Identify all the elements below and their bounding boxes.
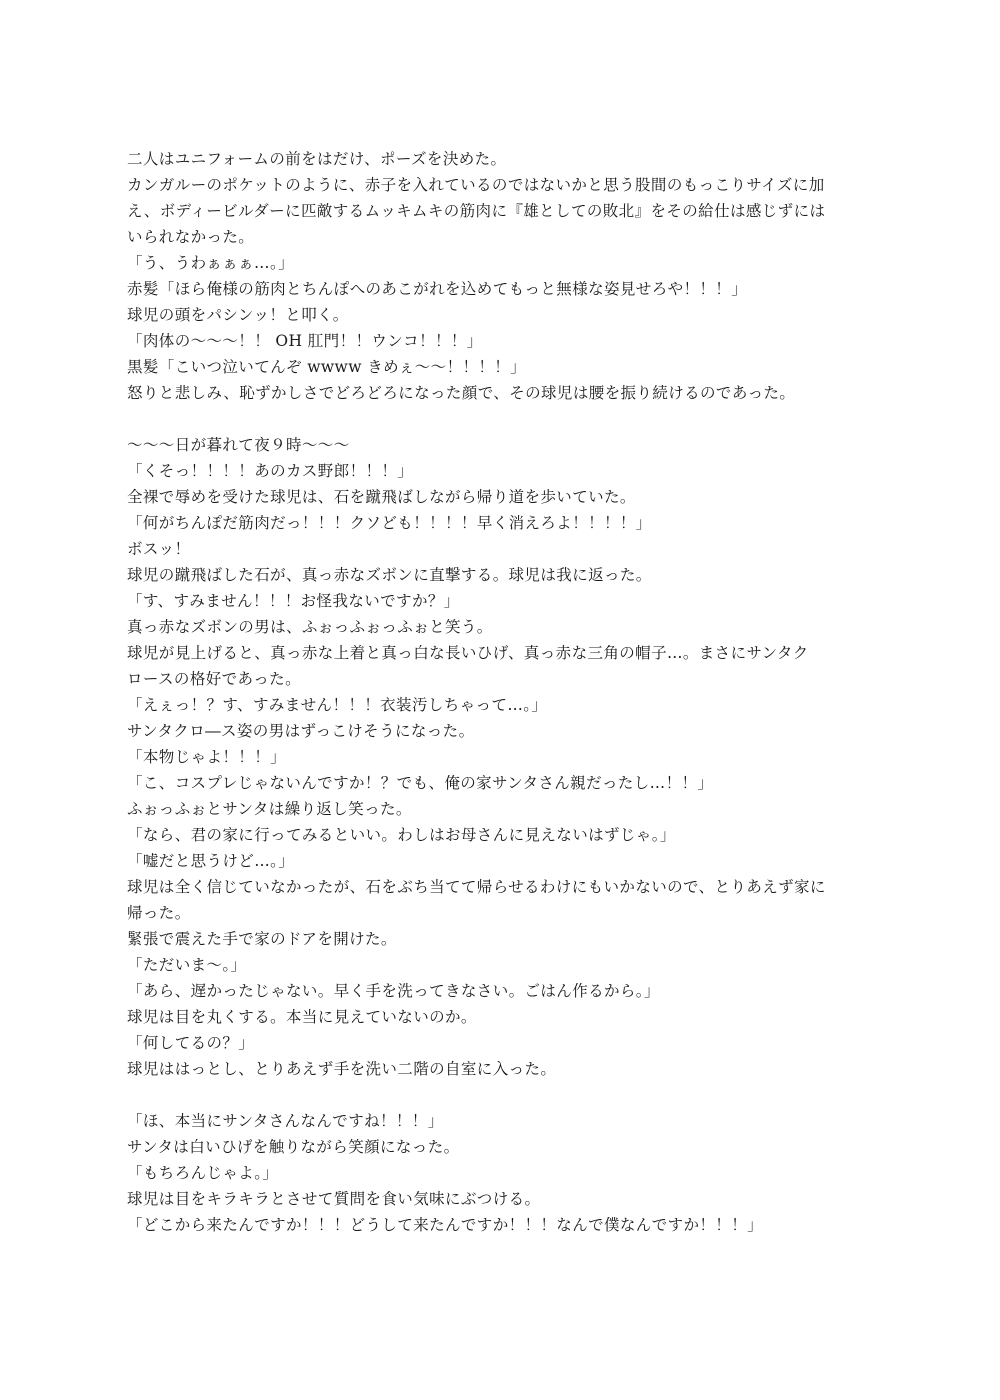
text-line: ふぉっふぉとサンタは繰り返し笑った。: [127, 800, 412, 818]
text-line: サンタは白いひげを触りながら笑顔になった。: [127, 1138, 460, 1156]
text-line: 球児は全く信じていなかったが、石をぶち当てて帰らせるわけにもいかないので、とりあえず家に: [127, 878, 826, 896]
text-line: 「肉体の〜〜〜！！ OH 肛門！！ウンコ！！！」: [127, 332, 483, 350]
text-line: 二人はユニフォームの前をはだけ、ポーズを決めた。: [127, 150, 507, 168]
text-line: サンタクロ―ス姿の男はずっこけそうになった。: [127, 722, 475, 740]
text-line: 「何がちんぽだ筋肉だっ！！！クソども！！！！早く消えろよ！！！！」: [127, 514, 652, 532]
text-line: 緊張で震えた手で家のドアを開けた。: [127, 930, 397, 948]
text-line: え、ボディービルダーに匹敵するムッキムキの筋肉に『雄としての敗北』をその給仕は感じずには: [127, 202, 826, 220]
text-line: 「嘘だと思うけど…。」: [127, 852, 295, 870]
text-line: 真っ赤なズボンの男は、ふぉっふぉっふぉと笑う。: [127, 618, 493, 636]
paragraph-break: [127, 406, 890, 432]
text-line: 全裸で辱めを受けた球児は、石を蹴飛ばしながら帰り道を歩いていた。: [127, 488, 636, 506]
text-line: ロースの格好であった。: [127, 670, 301, 688]
text-line: カンガルーのポケットのように、赤子を入れているのではないかと思う股間のもっこりサイズに加: [127, 176, 825, 194]
text-line: 「あら、遅かったじゃない。早く手を洗ってきなさい。ごはん作るから。」: [127, 982, 660, 1000]
text-line: 「本物じゃよ！！！」: [127, 748, 287, 766]
document-body: [127, 146, 890, 1238]
text-line: 球児が見上げると、真っ赤な上着と真っ白な長いひげ、真っ赤な三角の帽子…。まさにサンタク: [127, 644, 809, 662]
text-line: いられなかった。: [127, 228, 255, 246]
text-line: 球児の蹴飛ばした石が、真っ赤なズボンに直撃する。球児は我に返った。: [127, 566, 652, 584]
text-line: 「何してるの？」: [127, 1034, 255, 1052]
text-line: 怒りと悲しみ、恥ずかしさでどろどろになった顔で、その球児は腰を振り続けるのであった。: [127, 384, 796, 402]
text-line: 黒髪「こいつ泣いてんぞ wwww きめぇ〜〜！！！！」: [127, 358, 527, 376]
text-line: 「もちろんじゃよ。」: [127, 1164, 279, 1182]
text-line: 赤髪「ほら俺様の筋肉とちんぽへのあこがれを込めてもっと無様な姿見せろや！！！」: [127, 280, 748, 298]
paragraph-break: [127, 1082, 890, 1108]
text-line: 球児は目をキラキラとさせて質問を食い気味にぶつける。: [127, 1190, 541, 1208]
text-line: 球児は目を丸くする。本当に見えていないのか。: [127, 1008, 477, 1026]
text-line: 「なら、君の家に行ってみるといい。わしはお母さんに見えないはずじゃ。」: [127, 826, 676, 844]
text-line: 〜〜〜日が暮れて夜９時〜〜〜: [127, 436, 350, 454]
text-line: 球児の頭をパシンッ！と叩く。: [127, 306, 349, 324]
text-line: 「どこから来たんですか！！！どうして来たんですか！！！なんで僕なんですか！！！」: [127, 1216, 764, 1234]
text-line: 「くそっ！！！！あのカス野郎！！！」: [127, 462, 414, 480]
text-line: 「こ、コスプレじゃないんですか！？でも、俺の家サンタさん親だったし…！！」: [127, 774, 714, 792]
text-line: 帰った。: [127, 904, 191, 922]
text-line: ボスッ！: [127, 540, 191, 558]
text-line: 「う、うわぁぁぁ…。」: [127, 254, 294, 272]
text-line: 球児ははっとし、とりあえず手を洗い二階の自室に入った。: [127, 1060, 557, 1078]
text-line: 「ただいま〜。」: [127, 956, 247, 974]
text-line: 「ほ、本当にサンタさんなんですね！！！」: [127, 1112, 444, 1130]
text-line: 「えぇっ！？す、すみません！！！衣装汚しちゃって…。」: [127, 696, 548, 714]
text-line: 「す、すみません！！！お怪我ないですか？」: [127, 592, 460, 610]
